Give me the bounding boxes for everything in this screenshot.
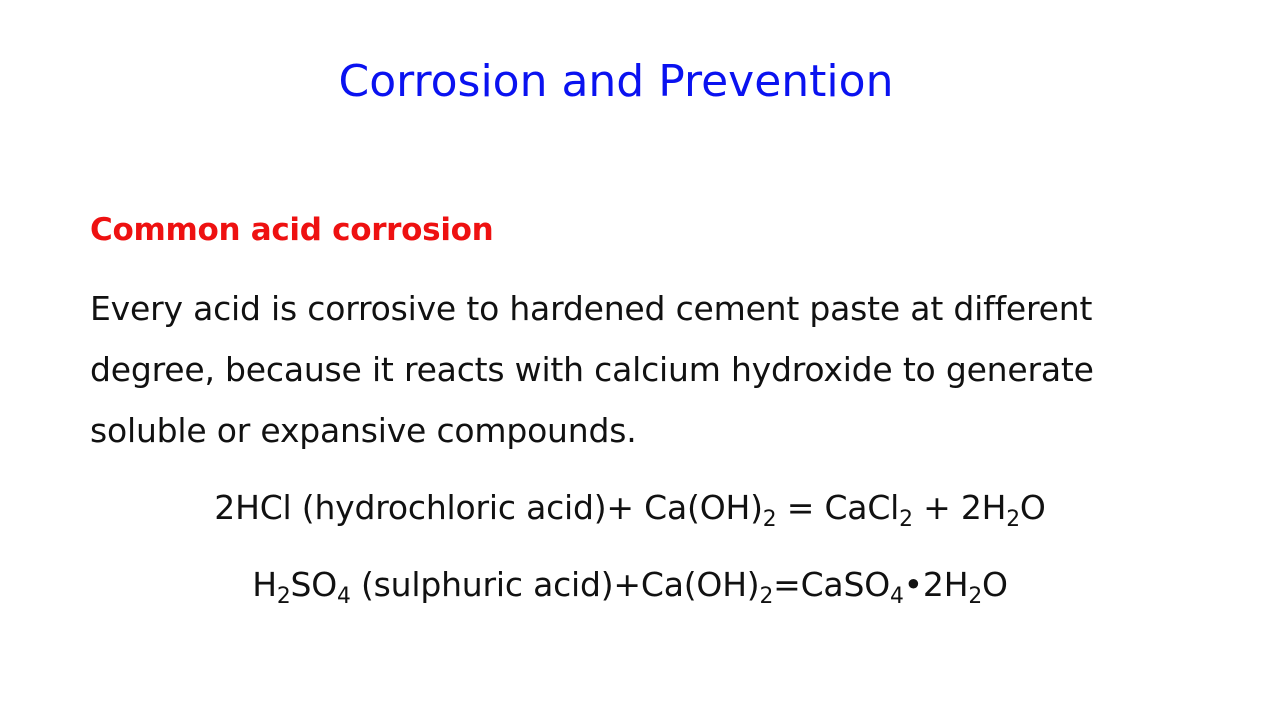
equation-text: SO: [290, 565, 338, 604]
equation-subscript: 4: [337, 583, 351, 609]
equation-subscript: 2: [899, 506, 913, 532]
equation-subscript: 2: [276, 583, 291, 609]
slide-title: Corrosion and Prevention: [338, 56, 894, 107]
equation-text: •2H: [903, 565, 969, 604]
equation-text: O: [981, 565, 1008, 604]
equation-text: 2HCl (hydrochloric acid)+ Ca(OH): [214, 488, 763, 527]
equation-subscript: 2: [762, 506, 777, 532]
equation-hydrochloric-acid: [0, 484, 1260, 532]
equation-subscript: 2: [759, 583, 774, 609]
equation-text: (sulphuric acid)+Ca(OH): [350, 565, 760, 604]
equation-text: =CaSO: [773, 565, 890, 604]
equation-text: H: [252, 565, 277, 604]
equation-subscript: 2: [968, 583, 982, 609]
paragraph-line: soluble or expansive compounds.: [90, 411, 637, 450]
paragraph-line: Every acid is corrosive to hardened cement paste at different: [90, 289, 1093, 328]
equation-text: + 2H: [912, 488, 1007, 527]
equation-sulphuric-acid: [0, 561, 1260, 609]
body-paragraph: [90, 278, 1210, 461]
equation-subscript: 2: [1006, 506, 1020, 532]
equation-text: = CaCl: [776, 488, 900, 527]
paragraph-line: degree, because it reacts with calcium hydroxide to generate: [90, 350, 1094, 389]
equation-subscript: 4: [889, 583, 904, 609]
section-heading: Common acid corrosion: [90, 212, 494, 248]
equation-text: O: [1019, 488, 1046, 527]
